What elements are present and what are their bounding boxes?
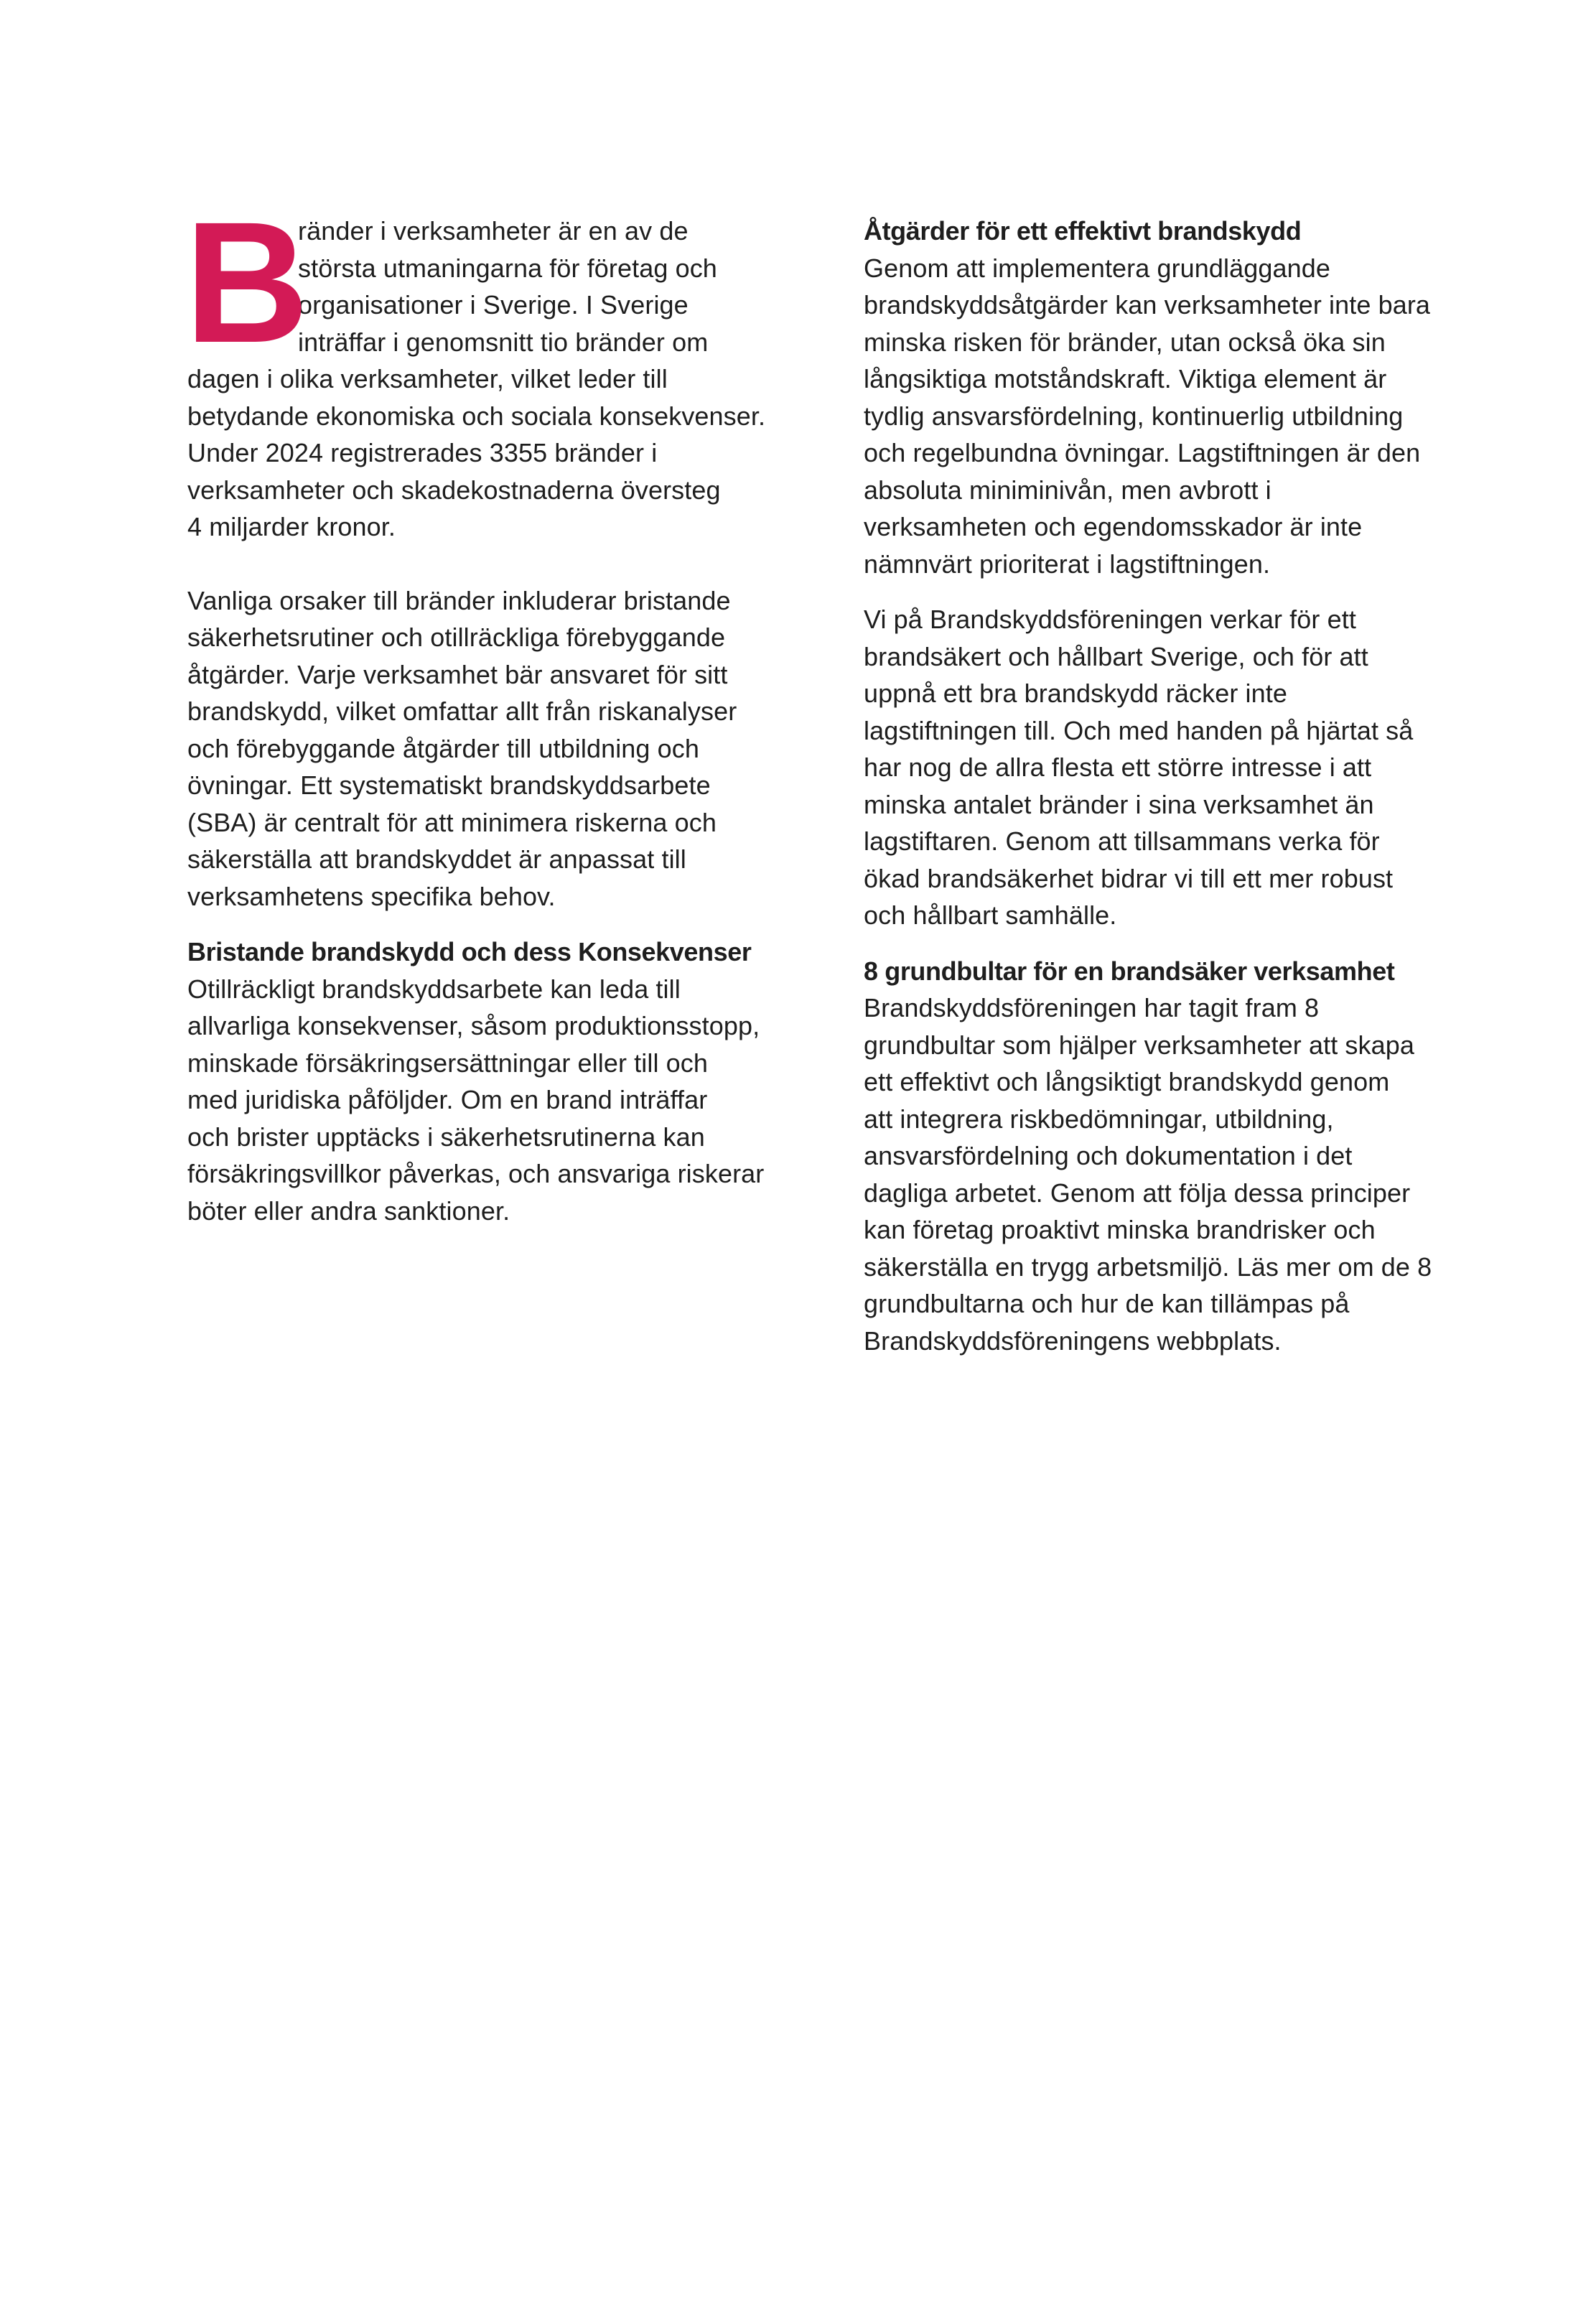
text-line: verksamhetens specifika behov. xyxy=(187,881,556,911)
text-line: dagliga arbetet. Genom att följa dessa principer xyxy=(864,1178,1411,1208)
text-line: minska risken för bränder, utan också öka sin xyxy=(864,327,1386,357)
text-line: övningar. Ett systematiskt brandskyddsarbete xyxy=(187,770,711,800)
text-line: Genom att implementera grundläggande xyxy=(864,253,1331,283)
text-line: tydlig ansvarsfördelning, kontinuerlig utbildning xyxy=(864,401,1404,431)
text-line: grundbultarna och hur de kan tillämpas på xyxy=(864,1289,1350,1318)
text-line: betydande ekonomiska och sociala konsekvenser. xyxy=(187,401,766,431)
text-line: organisationer i Sverige. I Sverige xyxy=(298,290,689,320)
text-line: absoluta miniminivån, men avbrott i xyxy=(864,475,1271,505)
text-line: brandskyddsåtgärder kan verksamheter inte bara xyxy=(864,290,1431,320)
association-paragraph xyxy=(864,601,1467,934)
text-line: Vanliga orsaker till bränder inkluderar bristande xyxy=(187,585,731,615)
text-line: lagstiftningen till. Och med handen på hjärtat så xyxy=(864,715,1414,745)
text-line: verksamheten och egendomsskador är inte xyxy=(864,512,1363,541)
section-heading: Åtgärder för ett effektivt brandskydd xyxy=(864,216,1302,246)
text-line: och brister upptäcks i säkerhetsrutinerna kan xyxy=(187,1122,705,1152)
text-line: minskade försäkringsersättningar eller till och xyxy=(187,1048,709,1078)
text-line: kan företag proaktivt minska brandrisker och xyxy=(864,1215,1376,1244)
text-line: och hållbart samhälle. xyxy=(864,900,1117,930)
left-column xyxy=(185,186,780,1229)
text-line: långsiktiga motståndskraft. Viktiga element är xyxy=(864,364,1387,393)
text-line: Brandskyddsföreningen har tagit fram 8 xyxy=(864,993,1320,1022)
text-line: verksamheter och skadekostnaderna översteg xyxy=(187,475,721,505)
text-line: (SBA) är centralt för att minimera riskerna och xyxy=(187,807,717,837)
text-line: att integrera riskbedömningar, utbildning, xyxy=(864,1104,1334,1134)
text-line: Vi på Brandskyddsföreningen verkar för ett xyxy=(864,605,1356,634)
text-line: försäkringsvillkor påverkas, och ansvariga riskerar xyxy=(187,1159,765,1188)
text-line: har nog de allra flesta ett större intresse i att xyxy=(864,752,1372,782)
measures-section xyxy=(864,213,1467,582)
text-line: åtgärder. Varje verksamhet bär ansvaret för sitt xyxy=(187,659,728,689)
text-line: ränder i verksamheter är en av de xyxy=(298,216,689,246)
text-line: Brandskyddsföreningens webbplats. xyxy=(864,1325,1282,1356)
text-line: ett effektivt och långsiktigt brandskydd genom xyxy=(864,1067,1390,1096)
text-line: med juridiska påföljder. Om en brand inträffar xyxy=(187,1085,708,1114)
text-line: minska antalet bränder i sina verksamhet än xyxy=(864,789,1374,819)
text-line: dagen i olika verksamheter, vilket leder till xyxy=(187,364,668,393)
drop-cap: B xyxy=(185,186,309,378)
text-line: ökad brandsäkerhet bidrar vi till ett mer robust xyxy=(864,863,1394,893)
causes-paragraph xyxy=(187,582,780,915)
text-line: lagstiftaren. Genom att tillsammans verka för xyxy=(864,826,1380,856)
right-column xyxy=(864,213,1467,1359)
text-line: säkerhetsrutiner och otillräckliga förebyggande xyxy=(187,623,726,652)
text-line: nämnvärt prioriterat i lagstiftningen. xyxy=(864,549,1271,579)
text-line: ansvarsfördelning och dokumentation i det xyxy=(864,1141,1353,1170)
text-line: säkerställa att brandskyddet är anpassat till xyxy=(187,844,686,874)
text-line: brandskydd, vilket omfattar allt från riskanalyser xyxy=(187,696,737,726)
text-line: säkerställa en trygg arbetsmiljö. Läs mer om de 8 xyxy=(864,1252,1432,1282)
foundations-section xyxy=(864,953,1467,1360)
text-line: Otillräckligt brandskyddsarbete kan leda till xyxy=(187,974,681,1004)
section-heading: Bristande brandskydd och dess Konsekvenser xyxy=(187,937,752,966)
text-line: brandsäkert och hållbart Sverige, och för att xyxy=(864,641,1368,671)
text-line: böter eller andra sanktioner. xyxy=(187,1196,510,1226)
section-heading: 8 grundbultar för en brandsäker verksamhet xyxy=(864,956,1395,986)
text-line: grundbultar som hjälper verksamheter att skapa xyxy=(864,1030,1414,1060)
text-line: och regelbundna övningar. Lagstiftningen är den xyxy=(864,438,1421,467)
text-line: Under 2024 registrerades 3355 bränder i xyxy=(187,438,658,467)
text-line: 4 miljarder kronor. xyxy=(187,512,396,541)
text-line: och förebyggande åtgärder till utbildning och xyxy=(187,733,699,763)
text-line: allvarliga konsekvenser, såsom produktionsstopp, xyxy=(187,1011,760,1040)
text-line: inträffar i genomsnitt tio bränder om xyxy=(298,327,709,357)
text-line: största utmaningarna för företag och xyxy=(298,253,717,283)
consequences-section xyxy=(187,933,780,1229)
text-line: uppnå ett bra brandskydd räcker inte xyxy=(864,679,1287,708)
intro-paragraph xyxy=(185,186,780,546)
